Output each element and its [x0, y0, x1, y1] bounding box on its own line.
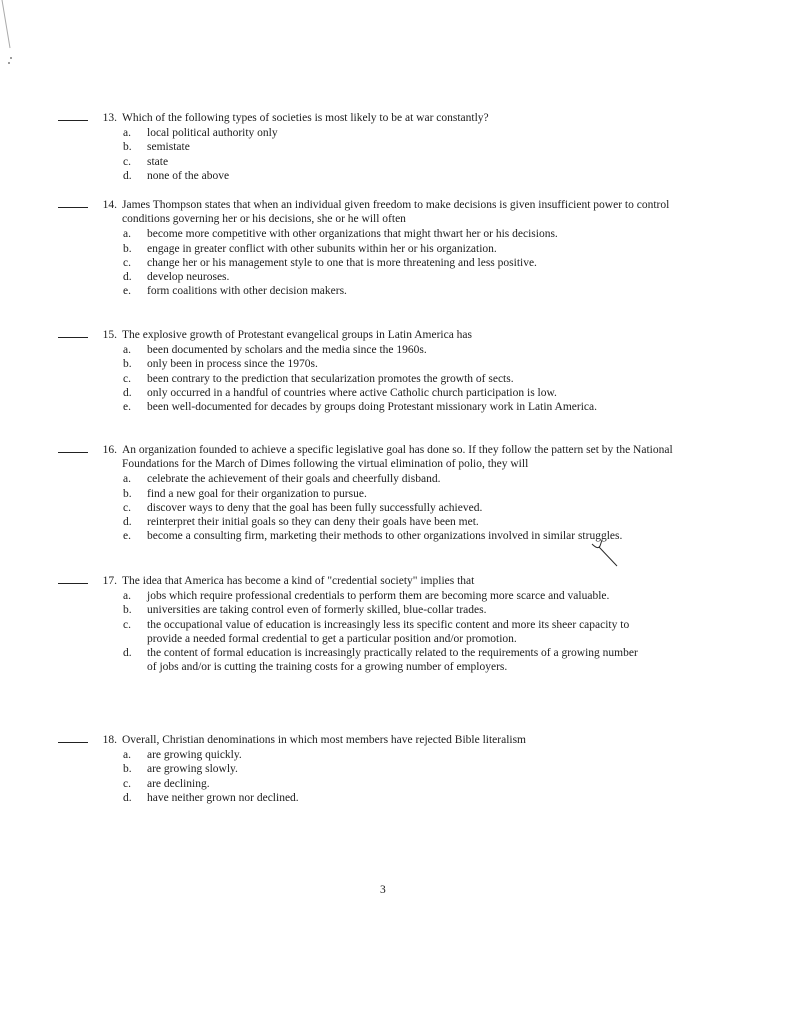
answer-option: d. only occurred in a handful of countries where active Catholic church participation is low.: [123, 386, 557, 399]
answer-option: b. find a new goal for their organization to pursue.: [123, 487, 367, 500]
answer-option: a. been documented by scholars and the media since the 1960s.: [123, 344, 427, 357]
answer-options: [58, 343, 748, 414]
answer-option: a. become more competitive with other organizations that might thwart her or his decisions.: [123, 228, 558, 241]
question-13: [58, 111, 748, 183]
answer-option: b. universities are taking control even of formerly skilled, blue-collar trades.: [123, 604, 487, 617]
page-number: 3: [380, 884, 386, 896]
question-stem: Which of the following types of societies is most likely to be at war constantly?: [122, 112, 489, 124]
question-14: [58, 198, 748, 298]
question-16: [58, 443, 748, 543]
question-number: 13.: [102, 112, 117, 124]
question-stem: James Thompson states that when an individual given freedom to make decisions is given insufficient power to control conditions governing her or his decisions, she or he will often: [122, 199, 670, 226]
answer-option: e. become a consulting firm, marketing their methods to other organizations involved in similar struggles.: [123, 530, 623, 543]
answer-options: [58, 748, 748, 805]
answer-option: b. are growing slowly.: [123, 763, 238, 776]
question-number: 15.: [102, 329, 117, 341]
question-number: 14.: [102, 199, 117, 211]
answer-options: [58, 589, 748, 674]
answer-options: [58, 126, 748, 183]
answer-option: a. are growing quickly.: [123, 749, 242, 762]
answer-option: d. none of the above: [123, 169, 230, 182]
answer-option: b. only been in process since the 1970s.: [123, 358, 318, 371]
answer-option: c. change her or his management style to one that is more threatening and less positive.: [123, 256, 537, 269]
answer-option: a. jobs which require professional credentials to perform them are becoming more scarce and valuable.: [123, 590, 610, 603]
answer-option: c. discover ways to deny that the goal has been fully successfully achieved.: [123, 501, 483, 514]
answer-option: a. celebrate the achievement of their goals and cheerfully disband.: [123, 473, 441, 486]
answer-option: d. the content of formal education is increasingly practically related to the requirements of a growing number of jobs and/or is cutting the training costs for a growing number of employers.: [123, 647, 638, 674]
answer-option: e. form coalitions with other decision makers.: [123, 285, 347, 298]
answer-option: b. semistate: [123, 141, 190, 154]
pen-mark: [590, 528, 620, 572]
answer-blank[interactable]: [58, 337, 88, 338]
question-number: 18.: [102, 734, 117, 746]
answer-option: d. have neither grown nor declined.: [123, 791, 299, 804]
answer-blank[interactable]: [58, 207, 88, 208]
answer-option: e. been well-documented for decades by groups doing Protestant missionary work in Latin America.: [123, 401, 597, 414]
answer-blank[interactable]: [58, 120, 88, 121]
question-18: [58, 733, 748, 805]
answer-blank[interactable]: [58, 452, 88, 453]
answer-blank[interactable]: [58, 742, 88, 743]
question-stem: The idea that America has become a kind of "credential society" implies that: [122, 575, 475, 587]
question-stem: The explosive growth of Protestant evangelical groups in Latin America has: [122, 329, 473, 341]
answer-option: d. reinterpret their initial goals so they can deny their goals have been met.: [123, 516, 479, 529]
answer-option: d. develop neuroses.: [123, 271, 230, 284]
answer-options: [58, 227, 748, 298]
answer-option: a. local political authority only: [123, 127, 278, 140]
answer-options: [58, 472, 748, 543]
question-17: [58, 574, 748, 674]
scan-edge-marks: [0, 0, 40, 80]
question-stem: Overall, Christian denominations in which most members have rejected Bible literalism: [122, 734, 526, 746]
question-number: 16.: [102, 444, 117, 456]
question-number: 17.: [102, 575, 117, 587]
answer-option: c. the occupational value of education is increasingly less its specific content and more its sheer capacity to provide a needed formal credential to get a particular position and/or promotion.: [123, 618, 630, 645]
question-15: [58, 328, 748, 414]
answer-option: c. state: [123, 155, 169, 168]
answer-blank[interactable]: [58, 583, 88, 584]
answer-option: c. been contrary to the prediction that secularization promotes the growth of sects.: [123, 372, 514, 385]
question-stem: An organization founded to achieve a specific legislative goal has done so. If they follow the pattern set by the National Foundations for the March of Dimes following the virtual elimination of polio, they will: [122, 444, 673, 471]
answer-option: c. are declining.: [123, 777, 210, 790]
answer-option: b. engage in greater conflict with other subunits within her or his organization.: [123, 242, 497, 255]
